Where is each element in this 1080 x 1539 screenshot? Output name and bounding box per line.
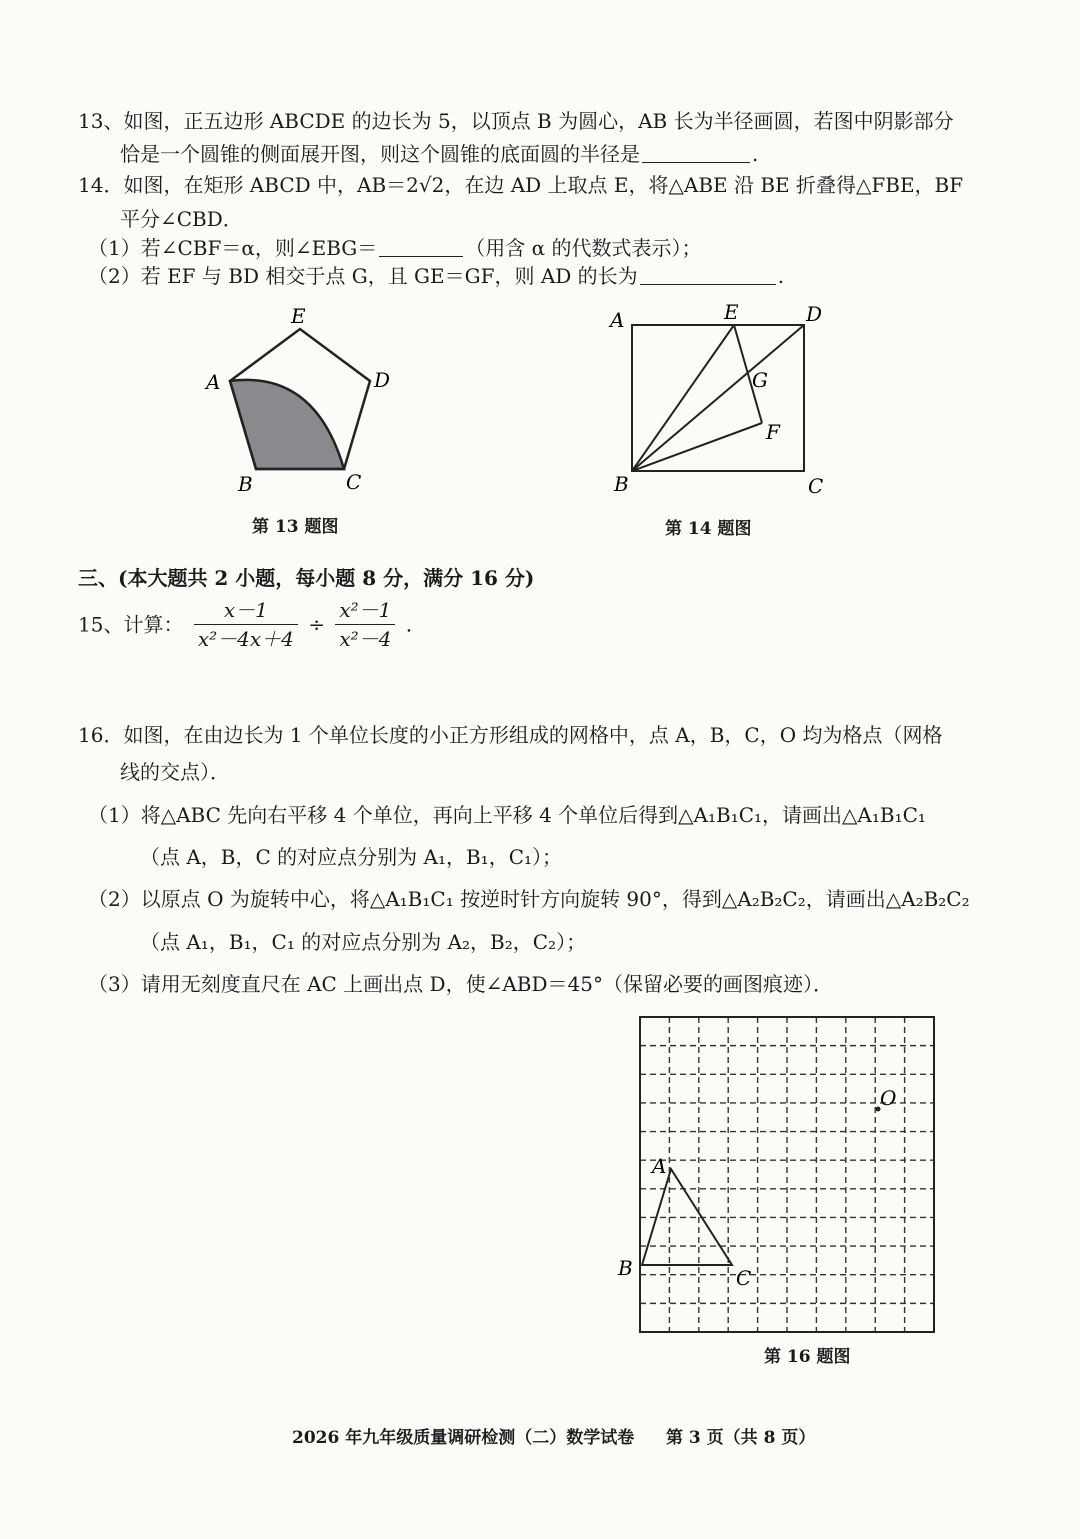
label-b: B — [618, 1256, 633, 1280]
q14-sub2 — [88, 264, 784, 288]
label-c: C — [808, 474, 824, 498]
triangle-abc — [642, 1169, 732, 1265]
shaded-sector — [230, 380, 344, 469]
q15 — [78, 598, 412, 658]
footer-exam-title: 2026 年九年级质量调研检测（二）数学试卷 — [292, 1428, 635, 1448]
label-e: E — [724, 300, 739, 324]
label-b: B — [614, 472, 629, 496]
q14-line1 — [78, 173, 963, 197]
label-a: A — [610, 308, 625, 332]
q13-answer-blank[interactable] — [642, 144, 750, 163]
label-c: C — [346, 470, 362, 494]
q16-s1-b: （点 A，B，C 的对应点分别为 A₁，B₁，C₁）； — [140, 845, 563, 869]
figure-14 — [600, 295, 840, 505]
label-f: F — [766, 420, 780, 444]
caption-fig13: 第 13 题图 — [252, 517, 339, 537]
q14-sqrt: √2 — [418, 173, 445, 197]
section-3-title: 三、(本大题共 2 小题，每小题 8 分，满分 16 分) — [78, 566, 535, 590]
q16-s2-a: （2）以原点 O 为旋转中心，将△A₁B₁C₁ 按逆时针方向旋转 90°，得到△A₂B₂C₂，请画出△A₂B₂C₂ — [88, 887, 970, 911]
q13-line1: 13、如图，正五边形 ABCDE 的边长为 5，以顶点 B 为圆心，AB 长为半径画圆，若图中阴影部分 — [78, 109, 954, 133]
q13-line2 — [120, 142, 758, 166]
q15-frac2-den: x²－4 — [339, 627, 392, 651]
q14-line1-b: ，在边 AD 上取点 E，将△ABE 沿 BE 折叠得△FBE，BF — [444, 173, 964, 197]
label-c: C — [736, 1266, 752, 1290]
q14-line1-a: 14．如图，在矩形 ABCD 中，AB＝2 — [78, 173, 419, 197]
label-b: B — [238, 472, 253, 496]
grid-lines — [640, 1017, 934, 1332]
q13-line2-text: 恰是一个圆锥的侧面展开图，则这个圆锥的底面圆的半径是 — [120, 142, 640, 166]
q14-sub1-a: （1）若∠CBF＝α，则∠EBG＝ — [88, 236, 378, 260]
q16-s3: （3）请用无刻度直尺在 AC 上画出点 D，使∠ABD＝45°（保留必要的画图痕迹）． — [88, 972, 833, 996]
q15-frac2-num: x²－1 — [335, 598, 395, 625]
q16-s2-b: （点 A₁，B₁，C₁ 的对应点分别为 A₂，B₂，C₂）； — [140, 930, 587, 954]
q14-sub2-b: . — [777, 264, 785, 288]
q14-sub2-a: （2）若 EF 与 BD 相交于点 G，且 GE＝GF，则 AD 的长为 — [88, 264, 638, 288]
q15-fraction-1 — [194, 598, 298, 651]
label-e: E — [291, 304, 306, 328]
q16-line2: 线的交点）． — [120, 760, 230, 784]
q15-frac1-num: x－1 — [194, 598, 298, 625]
label-d: D — [806, 302, 823, 326]
q14-sub1 — [88, 236, 702, 260]
footer-page-number: 第 3 页（共 8 页） — [666, 1428, 816, 1448]
q14-sub2-blank[interactable] — [640, 266, 776, 285]
figure-16-grid — [600, 1005, 950, 1340]
caption-fig14: 第 14 题图 — [665, 519, 752, 539]
q15-fraction-2 — [335, 598, 395, 651]
q15-operator: ÷ — [308, 612, 325, 637]
label-a: A — [206, 370, 221, 394]
q16-line1: 16．如图，在由边长为 1 个单位长度的小正方形组成的网格中，点 A，B，C，O 均为格点（网格 — [78, 723, 943, 747]
segment-bf — [632, 423, 762, 471]
q15-end: . — [405, 612, 413, 637]
q14-sub1-blank[interactable] — [379, 238, 463, 257]
q14-line2: 平分∠CBD． — [120, 207, 243, 231]
q15-frac1-den: x²－4x＋4 — [197, 627, 294, 651]
q13-line2-end: . — [752, 142, 759, 166]
label-o: O — [880, 1086, 897, 1110]
q14-sub1-b: （用含 α 的代数式表示）； — [465, 236, 702, 260]
q16-s1-a: （1）将△ABC 先向右平移 4 个单位，再向上平移 4 个单位后得到△A₁B₁C₁，请画出△A₁B₁C₁ — [88, 803, 926, 827]
grid-border — [640, 1017, 934, 1332]
label-d: D — [374, 368, 391, 392]
label-a: A — [652, 1154, 667, 1178]
q15-prefix: 15、计算： — [78, 612, 184, 637]
caption-fig16: 第 16 题图 — [764, 1347, 851, 1367]
figure-13 — [190, 295, 410, 505]
label-g: G — [752, 368, 768, 392]
